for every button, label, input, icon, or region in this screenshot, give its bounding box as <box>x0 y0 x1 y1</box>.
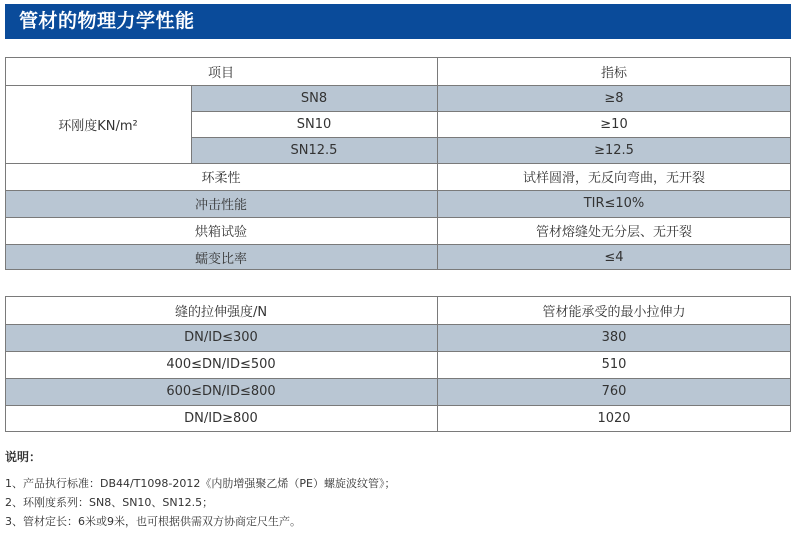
stiffness-value: ≥12.5 <box>437 137 791 163</box>
grid-line <box>5 431 791 432</box>
grid-line <box>437 57 438 270</box>
stiffness-grade: SN8 <box>191 85 437 111</box>
grid-line <box>5 269 791 270</box>
grid-line <box>5 296 791 297</box>
grid-line <box>5 296 6 432</box>
stiffness-value: ≥8 <box>437 85 791 111</box>
property-name: 烘箱试验 <box>5 217 437 244</box>
table-row <box>5 405 791 432</box>
grid-line <box>5 244 791 245</box>
property-value: TIR≤10% <box>437 190 791 217</box>
grid-line <box>5 163 791 164</box>
min-tensile-force: 760 <box>437 378 791 405</box>
property-name: 环柔性 <box>5 163 437 190</box>
diameter-range: 400≤DN/ID≤500 <box>5 351 437 378</box>
ring-stiffness-label: 环刚度KN/m² <box>5 85 191 163</box>
grid-line <box>437 296 438 432</box>
ring-stiffness-row <box>191 111 791 137</box>
grid-line <box>5 57 6 270</box>
diameter-range: DN/ID≥800 <box>5 405 437 432</box>
grid-line <box>191 137 791 138</box>
column-header-min-force: 管材能承受的最小拉伸力 <box>437 296 791 324</box>
notes-section <box>5 448 791 531</box>
stiffness-grade: SN12.5 <box>191 137 437 163</box>
table-row <box>5 244 791 270</box>
grid-line <box>5 405 791 406</box>
property-value: 试样圆滑，无反向弯曲，无开裂 <box>437 163 791 190</box>
tensile-strength-table <box>5 296 791 432</box>
diameter-range: DN/ID≤300 <box>5 324 437 351</box>
ring-stiffness-row <box>191 137 791 163</box>
grid-line <box>5 324 791 325</box>
table-row <box>5 217 791 244</box>
notes-title: 说明： <box>5 450 42 464</box>
stiffness-grade: SN10 <box>191 111 437 137</box>
property-name: 蠕变比率 <box>5 244 437 270</box>
note-line: 3、管材定长：6米或9米，也可根据供需双方协商定尺生产。 <box>5 515 301 528</box>
grid-line <box>790 57 791 270</box>
table-row <box>5 351 791 378</box>
table-header-row <box>5 296 791 324</box>
section-title: 管材的物理力学性能 <box>19 10 195 32</box>
table-row <box>5 190 791 217</box>
grid-line <box>5 190 791 191</box>
table-header-row <box>5 57 791 85</box>
grid-line <box>5 57 791 58</box>
grid-line <box>191 85 192 163</box>
note-line: 2、环刚度系列：SN8、SN10、SN12.5； <box>5 496 214 509</box>
grid-line <box>5 85 791 86</box>
grid-line <box>5 217 791 218</box>
table-row <box>5 163 791 190</box>
min-tensile-force: 510 <box>437 351 791 378</box>
column-header-indicator: 指标 <box>437 57 791 85</box>
stiffness-value: ≥10 <box>437 111 791 137</box>
min-tensile-force: 380 <box>437 324 791 351</box>
grid-line <box>5 378 791 379</box>
table-row <box>5 324 791 351</box>
note-line: 1、产品执行标准：DB44/T1098-2012《内肋增强聚乙烯（PE）螺旋波纹管》； <box>5 477 396 490</box>
section-header <box>5 4 791 39</box>
property-value: 管材熔缝处无分层、无开裂 <box>437 217 791 244</box>
ring-stiffness-row <box>191 85 791 111</box>
min-tensile-force: 1020 <box>437 405 791 432</box>
grid-line <box>5 351 791 352</box>
column-header-tensile: 缝的拉伸强度/N <box>5 296 437 324</box>
physical-properties-table <box>5 57 791 270</box>
column-header-item: 项目 <box>5 57 437 85</box>
diameter-range: 600≤DN/ID≤800 <box>5 378 437 405</box>
grid-line <box>790 296 791 432</box>
grid-line <box>191 111 791 112</box>
property-name: 冲击性能 <box>5 190 437 217</box>
table-row <box>5 378 791 405</box>
property-value: ≤4 <box>437 244 791 270</box>
